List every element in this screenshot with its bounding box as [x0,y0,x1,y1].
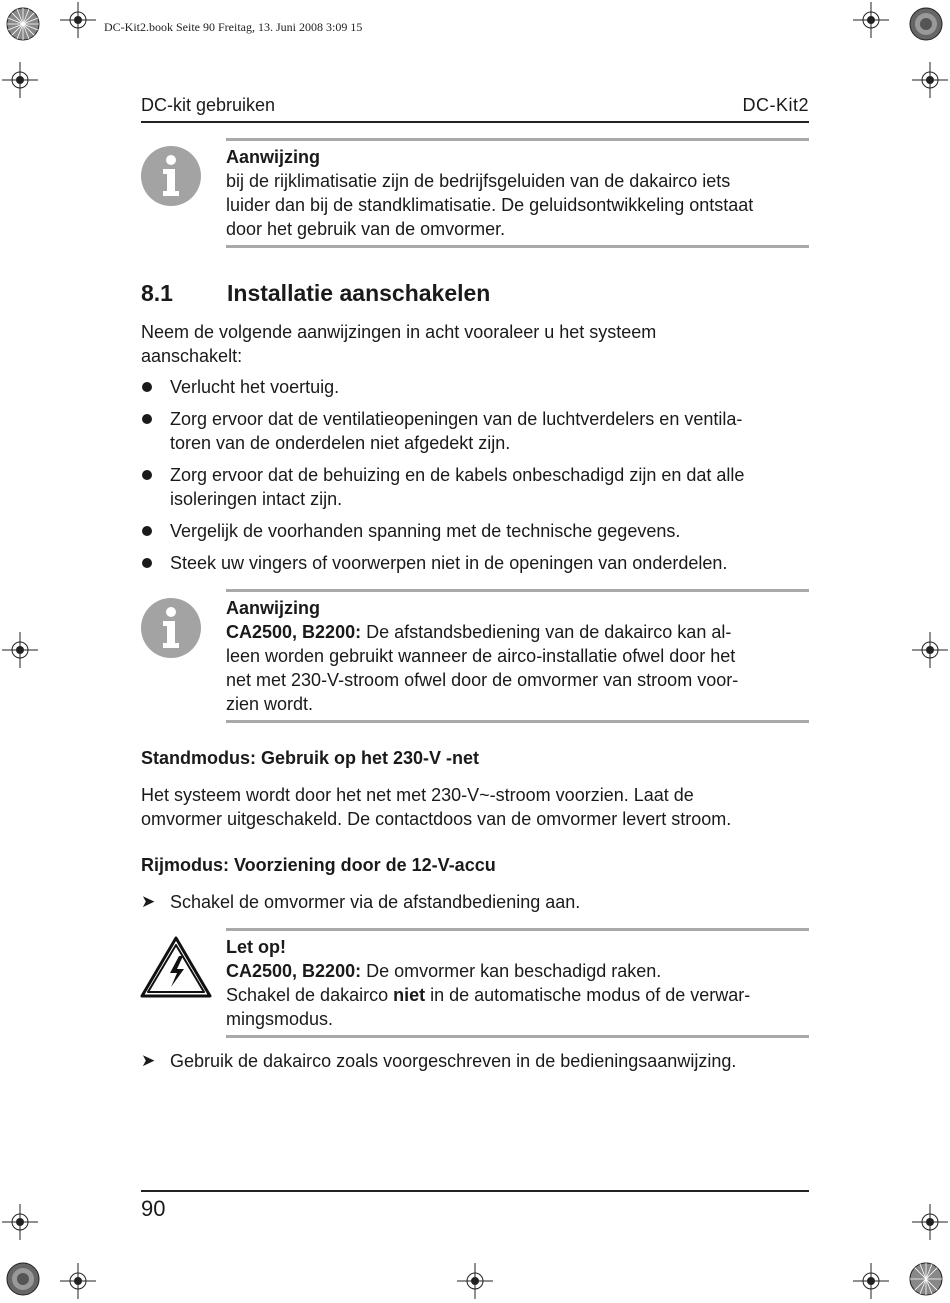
note-text-line: net met 230-V-stroom ofwel door de omvormer van stroom voor- [226,670,739,690]
note-text-line: zien wordt. [226,694,314,714]
intro-line: aanschakelt: [141,346,243,366]
registration-mark-icon [2,1204,38,1240]
note-text-line: luider dan bij de standklimatisatie. De geluidsontwikkeling ontstaat [226,195,754,215]
registration-mark-icon [912,62,948,98]
list-item-text: Zorg ervoor dat de behuizing en de kabels onbeschadigd zijn en dat alle [170,465,745,485]
note-text: De afstandsbediening van de dakairco kan al- [361,622,732,642]
header-rule [141,121,809,123]
intro-paragraph [141,320,811,368]
instruction-text: Gebruik de dakairco zoals voorgeschreven in de bedieningsaanwijzing. [170,1051,737,1071]
running-header-product: DC-Kit2 [742,95,809,115]
list-item-text: isoleringen intact zijn. [170,489,343,509]
registration-mark-icon [457,1263,493,1299]
warning-text-line: mingsmodus. [226,1009,334,1029]
color-rosette-bottom-left-icon [6,1262,40,1296]
section-title: Installatie aanschakelen [227,280,491,306]
note-box [226,138,809,248]
note-text-line [226,620,809,644]
warning-text-line [226,959,809,983]
instruction-text: Schakel de omvormer via de afstandbediening aan. [170,892,581,912]
bullet-dot-icon [142,526,152,536]
running-header-title: DC-kit gebruiken [141,95,276,115]
bullet-dot-icon [142,414,152,424]
instruction-step [141,890,811,914]
list-item [141,407,811,455]
high-voltage-warning-icon [140,936,212,998]
registration-mark-icon [912,632,948,668]
bullet-dot-icon [142,470,152,480]
note-title: Aanwijzing [226,147,320,167]
list-item [141,519,811,543]
section-number: 8.1 [141,280,173,306]
list-item [141,375,811,399]
info-icon [141,146,201,206]
list-item-text: Vergelijk de voorhanden spanning met de technische gegevens. [170,521,681,541]
warning-box [226,928,809,1038]
list-item [141,551,811,575]
note-text-line: door het gebruik van de omvormer. [226,219,506,239]
list-item [141,463,811,511]
note-text-line: leen worden gebruikt wanneer de airco-installatie ofwel door het [226,646,736,666]
registration-mark-icon [2,62,38,98]
list-item-text: Verlucht het voertuig. [170,377,340,397]
warning-text: Schakel de dakairco [226,985,394,1005]
warning-text: De omvormer kan beschadigd raken. [361,961,662,981]
color-rosette-bottom-right-icon [909,1262,943,1296]
bullet-dot-icon [142,558,152,568]
registration-mark-icon [853,2,889,38]
info-icon [141,598,201,658]
section-heading [141,280,490,307]
color-rosette-top-right-icon [909,7,943,41]
model-label: CA2500, B2200: [226,961,362,981]
list-item-text: toren van de onderdelen niet afgedekt zijn. [170,433,511,453]
registration-mark-icon [912,1204,948,1240]
emphasis-text: niet [393,985,426,1005]
color-rosette-top-left-icon [6,7,40,41]
note-text-line: bij de rijklimatisatie zijn de bedrijfsgeluiden van de dakairco iets [226,171,731,191]
arrow-right-icon: ➤ [141,892,156,911]
page-number: 90 [141,1196,166,1221]
list-item-text: Zorg ervoor dat de ventilatieopeningen van de luchtverdelers en ventila- [170,409,743,429]
note-box [226,589,809,723]
paragraph-line: Het systeem wordt door het net met 230-V~-stroom voorzien. Laat de [141,785,694,805]
list-item-text: Steek uw vingers of voorwerpen niet in de openingen van onderdelen. [170,553,728,573]
instruction-step [141,1049,811,1073]
subheading-rijmodus: Rijmodus: Voorziening door de 12-V-accu [141,855,496,875]
registration-mark-icon [853,1263,889,1299]
registration-mark-icon [60,2,96,38]
note-title: Aanwijzing [226,598,320,618]
subheading-standmodus: Standmodus: Gebruik op het 230-V -net [141,748,480,768]
intro-line: Neem de volgende aanwijzingen in acht vooraleer u het systeem [141,322,657,342]
print-slug: DC-Kit2.book Seite 90 Freitag, 13. Juni 2008 3:09 15 [104,20,363,34]
warning-text: in de automatische modus of de verwar- [425,985,751,1005]
model-label: CA2500, B2200: [226,622,362,642]
bullet-dot-icon [142,382,152,392]
registration-mark-icon [60,1263,96,1299]
warning-title: Let op! [226,937,286,957]
warning-text-line [226,983,809,1007]
arrow-right-icon: ➤ [141,1051,156,1070]
standmodus-paragraph [141,783,811,831]
footer-rule [141,1190,809,1192]
paragraph-line: omvormer uitgeschakeld. De contactdoos van de omvormer levert stroom. [141,809,732,829]
registration-mark-icon [2,632,38,668]
